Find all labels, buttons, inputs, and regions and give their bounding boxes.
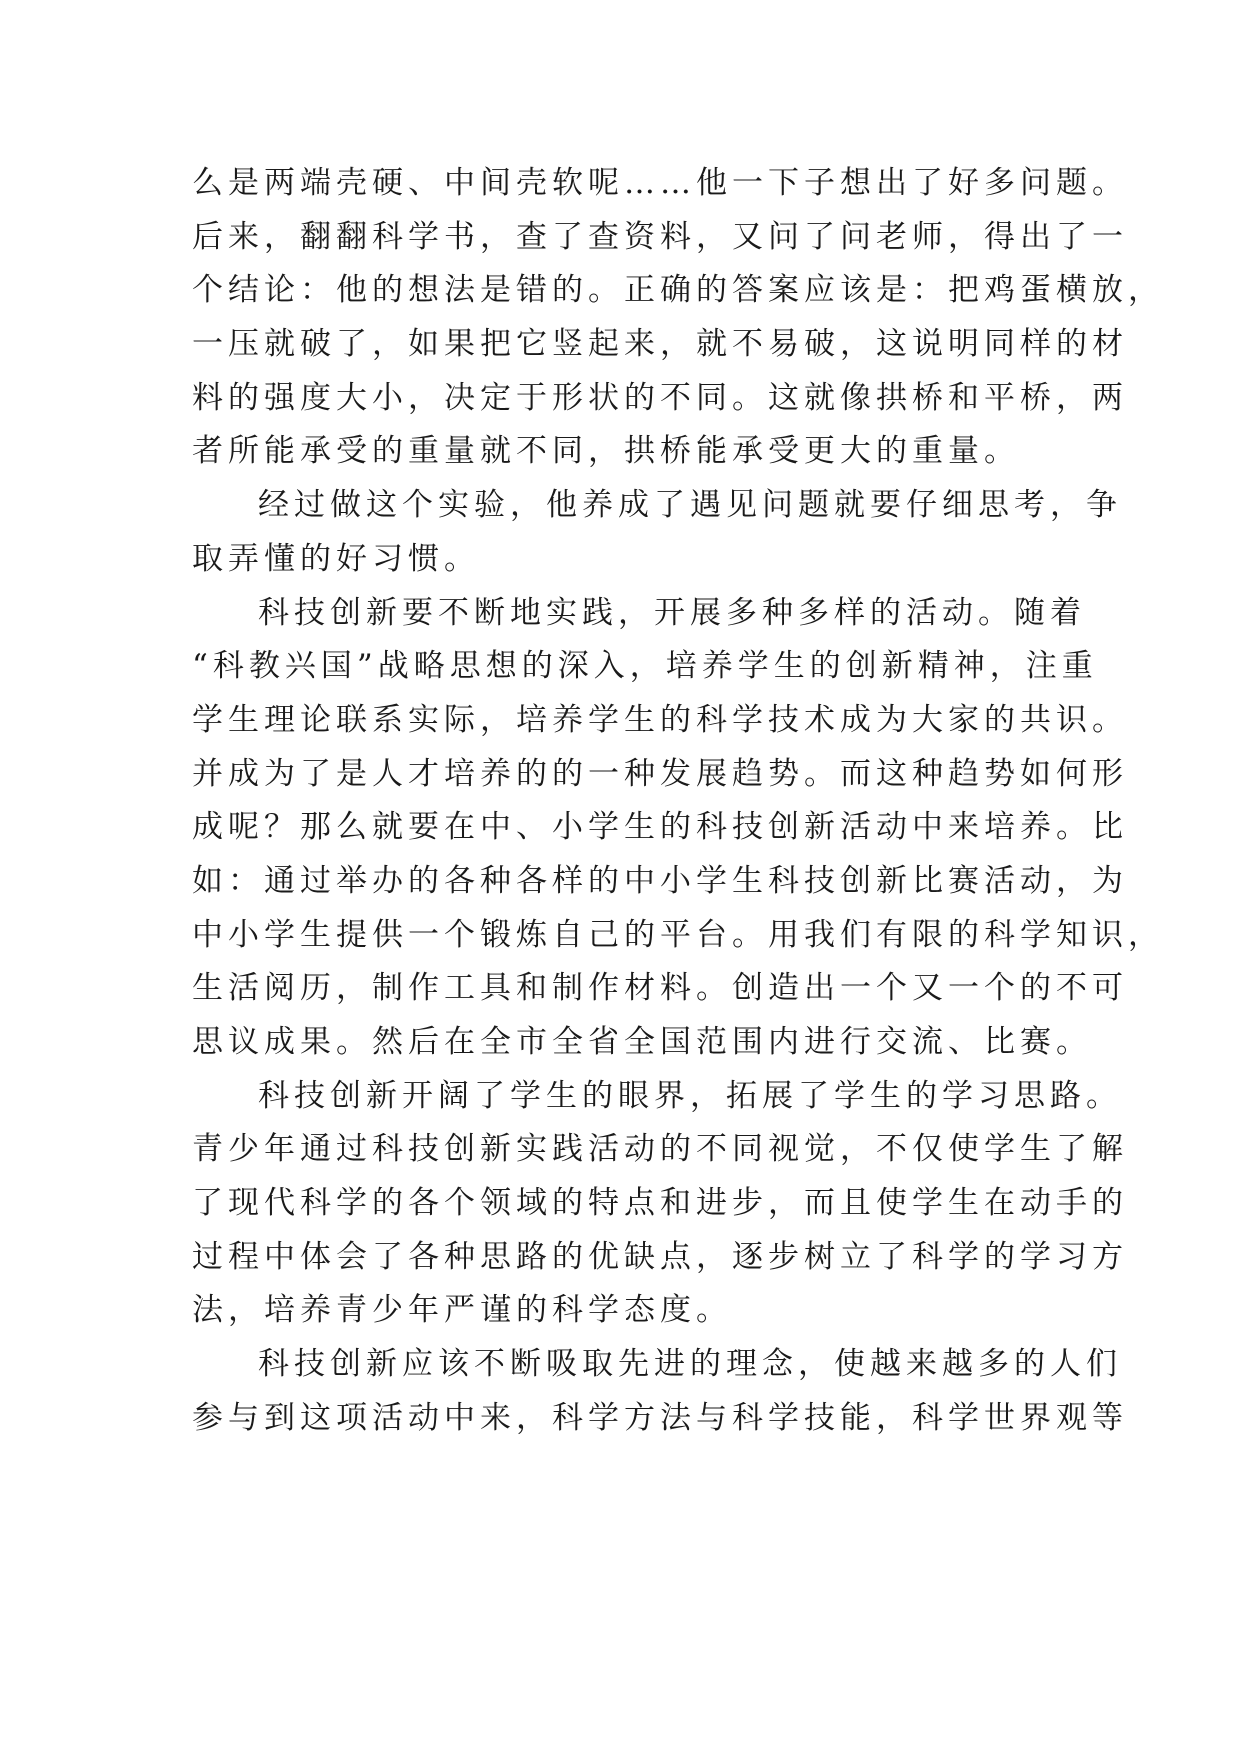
paragraph-first-line: 科技创新应该不断吸取先进的理念，使越来越多的人们 [258, 1346, 1122, 1383]
paragraph-first-line: 经过做这个实验，他养成了遇见问题就要仔细思考，争 [258, 487, 1122, 524]
text-line: 学生理论联系实际，培养学生的科学技术成为大家的共识。 [192, 701, 1128, 738]
text-line: 如：通过举办的各种各样的中小学生科技创新比赛活动，为 [192, 862, 1128, 899]
paragraph-first-line: 科技创新要不断地实践，开展多种多样的活动。随着 [258, 594, 1086, 631]
text-line: 过程中体会了各种思路的优缺点，逐步树立了科学的学习方 [192, 1238, 1128, 1275]
text-line: 中小学生提供一个锻炼自己的平台。用我们有限的科学知识， [192, 916, 1164, 953]
text-line: 后来，翻翻科学书，查了查资料，又问了问老师，得出了一 [192, 218, 1128, 255]
text-line: 么是两端壳硬、中间壳软呢……他一下子想出了好多问题。 [192, 165, 1128, 201]
text-line: 生活阅历，制作工具和制作材料。创造出一个又一个的不可 [192, 970, 1128, 1007]
paragraph-first-line: 科技创新开阔了学生的眼界，拓展了学生的学习思路。 [258, 1077, 1122, 1114]
body-text [192, 157, 1164, 1446]
text-line: 取弄懂的好习惯。 [192, 540, 480, 577]
text-line: 法，培养青少年严谨的科学态度。 [192, 1292, 732, 1329]
text-line: 参与到这项活动中来，科学方法与科学技能，科学世界观等 [192, 1399, 1128, 1436]
text-line: 者所能承受的重量就不同，拱桥能承受更大的重量。 [192, 433, 1020, 470]
text-line: “科教兴国”战略思想的深入，培养学生的创新精神，注重 [192, 648, 1098, 685]
text-line: 了现代科学的各个领域的特点和进步，而且使学生在动手的 [192, 1185, 1128, 1222]
text-line: 一压就破了，如果把它竖起来，就不易破，这说明同样的材 [192, 326, 1128, 363]
text-line: 料的强度大小，决定于形状的不同。这就像拱桥和平桥，两 [192, 379, 1128, 416]
text-line: 思议成果。然后在全市全省全国范围内进行交流、比赛。 [192, 1024, 1092, 1060]
text-line: 青少年通过科技创新实践活动的不同视觉，不仅使学生了解 [192, 1131, 1128, 1168]
text-line: 并成为了是人才培养的的一种发展趋势。而这种趋势如何形 [192, 755, 1128, 792]
text-line: 成呢？那么就要在中、小学生的科技创新活动中来培养。比 [192, 809, 1128, 846]
text-line: 个结论：他的想法是错的。正确的答案应该是：把鸡蛋横放， [192, 272, 1164, 309]
